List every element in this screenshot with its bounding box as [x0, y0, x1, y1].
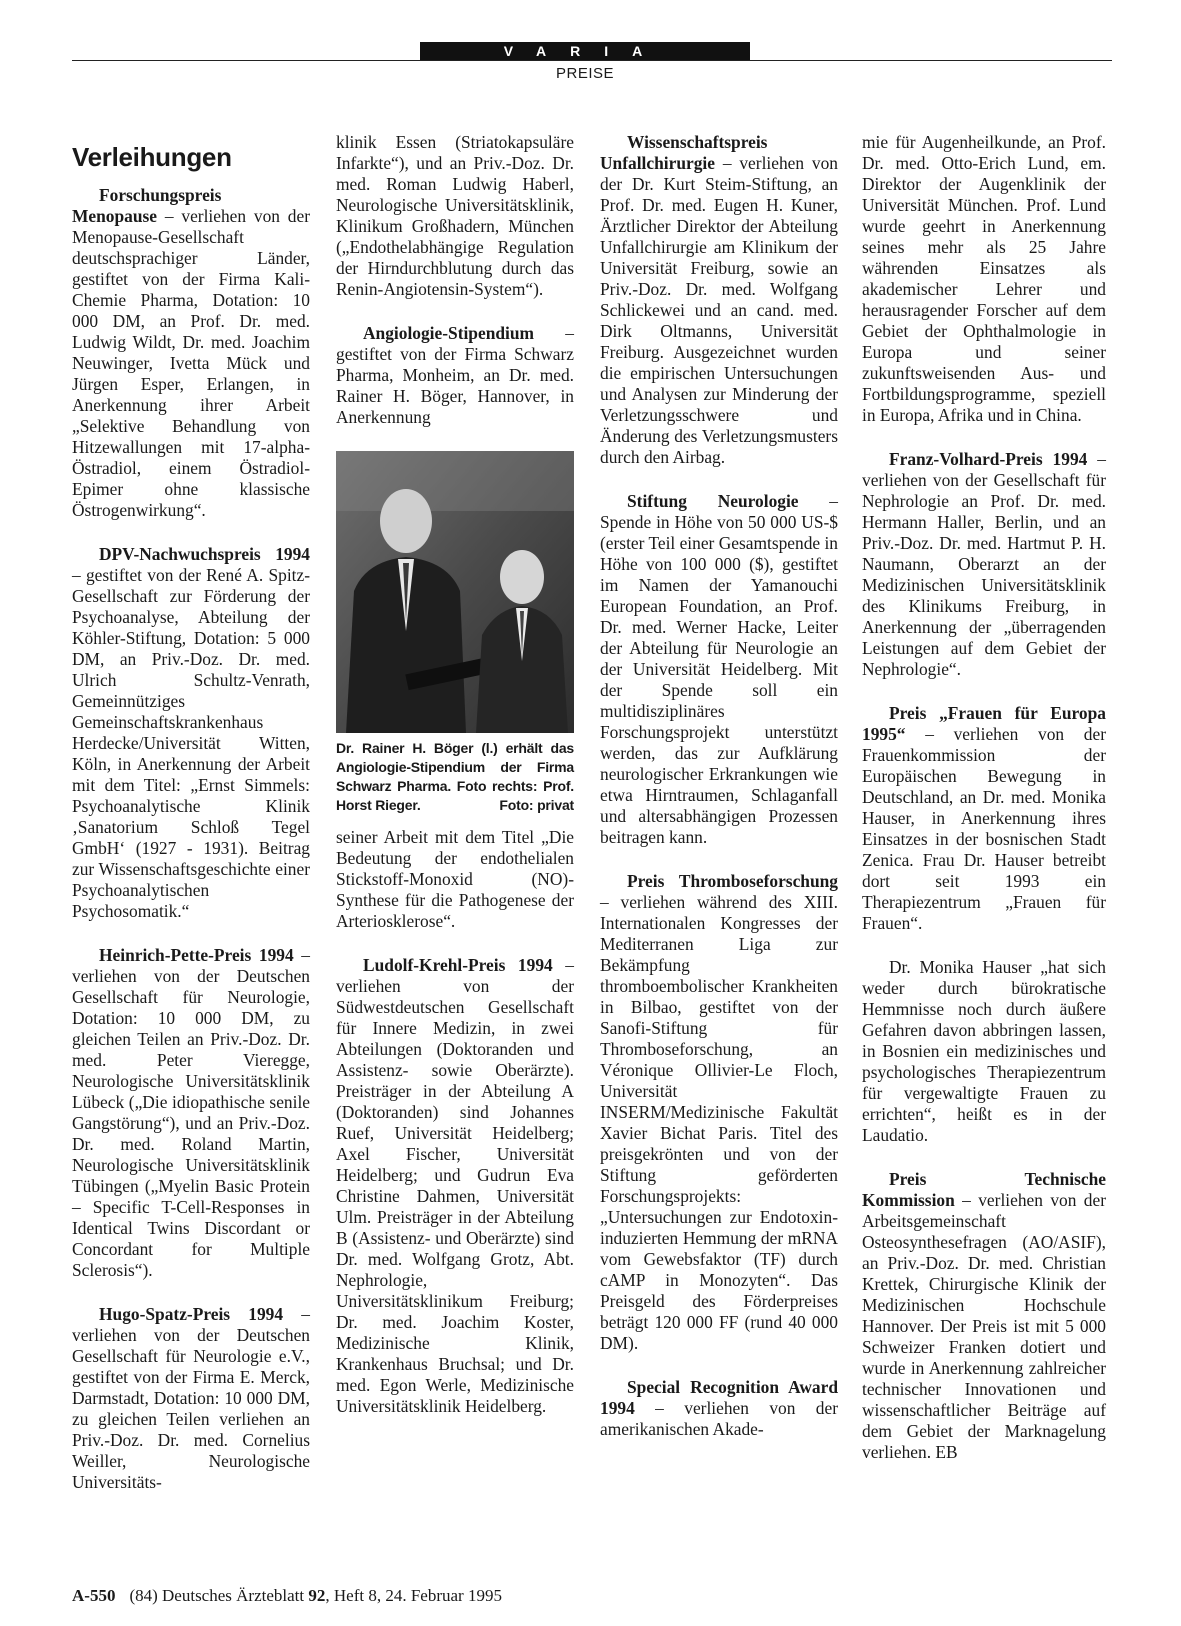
- award-entry: [862, 703, 1106, 934]
- award-description: – verliehen von der Frauenkommission der Europäischen Bewegung in Deutschland, an Dr. med. Monika Hauser, in Anerkennung ihres Einsatzes in der bosnischen Stadt Zenica. Frau Dr. Hauser betreibt dort seit 1993 ein Therapiezentrum „Frauen für Frauen“.: [862, 724, 1106, 933]
- section-subtitle: PREISE: [555, 65, 615, 82]
- column-4-entries: [862, 132, 1106, 1463]
- award-entry: [600, 1377, 838, 1440]
- award-entry: [72, 1304, 310, 1493]
- column-2-entries-bottom: [336, 827, 574, 1417]
- award-title: Preis „Frauen für Europa 1995“: [862, 703, 1106, 744]
- award-entry: [862, 132, 1106, 426]
- award-description: Dr. Monika Hauser „hat sich weder durch bürokratische Hemmnisse noch durch äußere Gefahren davon abbringen lassen, in Bosnien ein medizinisches und psychologisches Therapiezentrum für vergewaltigte Frauen zu errichten“, heißt es in der Laudatio.: [862, 957, 1106, 1145]
- column-1-entries: [72, 185, 310, 1493]
- award-description: – verliehen von der Deutschen Gesellschaft für Neurologie e.V., gestiftet von der Firma E. Merck, Darmstadt, Dotation: 10 000 DM, zu gleichen Teilen verliehen an Priv.-Doz. Dr. med. Cornelius Weiller, Neurologische Universitäts-: [72, 1304, 310, 1492]
- award-title: Special Recognition Award 1994: [600, 1377, 838, 1418]
- award-entry: [600, 491, 838, 848]
- award-title: Stiftung Neurologie: [627, 491, 799, 511]
- award-entry: [336, 827, 574, 932]
- award-description: – verliehen von der Südwestdeutschen Gesellschaft für Innere Medizin, in zwei Abteilungen (Doktoranden und Assistenz- sowie Oberärzte). Preisträger in der Abteilung A (Doktoranden) sind Johannes Ruef, Universität Heidelberg; Axel Fischer, Universität Heidelberg; und Gudrun Eva Christine Dahmen, Universität Ulm. Preisträger in der Abteilung B (Assistenz- und Oberärzte) sind Dr. med. Wolfgang Grotz, Abt. Nephrologie, Universitätsklinikum Freiburg; Dr. med. Joachim Koster, Medizinische Klinik, Krankenhaus Bruchsal; und Dr. med. Egon Werle, Medizinische Universitätsklinik Heidelberg.: [336, 955, 574, 1416]
- award-description: – verliehen von der Gesellschaft für Nephrologie an Prof. Dr. med. Hermann Haller, Berlin, und an Priv.-Doz. Dr. med. Hartmut P. H. Naumann, Oberarzt an der Medizinischen Universitätsklinik des Klinikums Freiburg, in Anerkennung der „überragenden Leistungen auf dem Gebiet der Nephrologie“.: [862, 449, 1106, 679]
- award-title: Ludolf-Krehl-Preis 1994: [363, 955, 553, 975]
- award-entry: [336, 132, 574, 300]
- award-title: Franz-Volhard-Preis 1994: [889, 449, 1088, 469]
- award-description: – verliehen von der Menopause-Gesellschaft deutschsprachiger Länder, gestiftet von der Firma Kali-Chemie Pharma, Dotation: 10 000 DM, an Prof. Dr. med. Ludwig Wildt, Dr. med. Joachim Neuwinger, Ivetta Mück und Jürgen Esper, Erlangen, in Anerkennung ihrer Arbeit „Selektive Behandlung von Hitzewallungen mit 17-alpha-Östradiol, einem Östradiol-Epimer ohne klassische Östrogenwirkung“.: [72, 206, 310, 520]
- award-entry: [336, 323, 574, 428]
- photo-credit: Foto: privat: [499, 797, 574, 813]
- award-description: mie für Augenheilkunde, an Prof. Dr. med. Otto-Erich Lund, em. Direktor der Augenklinik der Universität München. Prof. Lund wurde geehrt in Anerkennung seines mehr als 25 Jahre währenden Einsatzes als akademischer Lehrer und herausragender Forscher auf dem Gebiet der Ophthalmologie in Europa und seiner zukunftsweisenden Aus- und Fortbildungsprogramme, speziell in Europa, Afrika und in China.: [862, 132, 1106, 425]
- award-photo: [336, 451, 574, 733]
- award-title: Preis Technische Kommission: [862, 1169, 1106, 1210]
- award-title: Preis Thromboseforschung: [627, 871, 838, 891]
- page-number: A-550: [72, 1586, 116, 1605]
- award-title: Hugo-Spatz-Preis 1994: [99, 1304, 284, 1324]
- column-4: [862, 132, 1106, 1486]
- photo-caption: [336, 739, 574, 815]
- column-2: [336, 132, 574, 1440]
- volume-number: 92: [308, 1586, 326, 1605]
- award-entry: [600, 871, 838, 1354]
- award-entry: [600, 132, 838, 468]
- award-description: – gestiftet von der René A. Spitz-Gesellschaft zur Förderung der Psychoanalyse, Abteilung der Köhler-Stiftung, Dotation: 5 000 DM, an Priv.-Doz. Dr. med. Ulrich Schultz-Venrath, Gemeinnütziges Gemeinschaftskrankenhaus Herdecke/Universität Witten, Köln, in Anerkennung der Arbeit mit dem Titel: „Ernst Simmels: Psychoanalytische Klinik ‚Sanatorium Schloß Tegel GmbH‘ (1927 - 1931). Beitrag zur Wissenschaftsgeschichte einer Psychoanalytischen Psychosomatik.“: [72, 565, 310, 921]
- award-entry: [862, 449, 1106, 680]
- award-description: – verliehen von der Dr. Kurt Steim-Stiftung, an Prof. Dr. med. Eugen H. Kuner, Ärztlicher Direktor der Abteilung Unfallchirurgie am Klinikum der Universität Freiburg, sowie an Priv.-Doz. Dr. med. Wolfgang Schlickewei und an cand. med. Dirk Oltmanns, Universität Freiburg. Ausgezeichnet wurden die empirischen Untersuchungen und Analysen zur Minderung der Verletzungsschwere und Änderung des Verletzungsmusters durch den Airbag.: [600, 153, 838, 467]
- award-title: DPV-Nachwuchspreis 1994: [99, 544, 310, 564]
- photo-illustration: [336, 451, 574, 733]
- column-3: [600, 132, 838, 1463]
- award-description: – Spende in Höhe von 50 000 US-$ (erster Teil einer Gesamtspende in Höhe von 100 000 ($), gestiftet im Namen der Yamanouchi European Foundation, an Prof. Dr. med. Werner Hacke, Leiter der Abteilung für Neurologie an der Universität Heidelberg. Mit der Spende soll ein multidisziplinäres Forschungsprojekt unterstützt werden, das zur Aufklärung neurologischer Erkrankungen wie etwa Hirntraumen, Schlaganfall und altersabhängigen Prozessen beitragen kann.: [600, 491, 839, 847]
- award-title: Forschungspreis Menopause: [72, 185, 222, 226]
- issue-post: , Heft 8, 24. Februar 1995: [325, 1586, 502, 1605]
- section-banner: VARIA: [420, 42, 750, 61]
- award-entry: [72, 185, 310, 521]
- award-title: Wissenschaftspreis Unfallchirurgie: [600, 132, 768, 173]
- award-title: Heinrich-Pette-Preis 1994: [99, 945, 294, 965]
- award-description: – verliehen von der Deutschen Gesellschaft für Neurologie, Dotation: 10 000 DM, zu gleichen Teilen an Priv.-Doz. Dr. med. Peter Vieregge, Neurologische Universitätsklinik Lübeck („Die idiopathische senile Gangstörung“), und an Priv.-Doz. Dr. med. Roland Martin, Neurologische Universitätsklinik Tübingen („Myelin Basic Protein – Specific T-Cell-Responses in Identical Twins Discordant or Concordant for Multiple Sclerosis“).: [72, 945, 310, 1280]
- award-entry: [72, 945, 310, 1281]
- award-description: – verliehen von der amerikanischen Akade-: [600, 1398, 838, 1439]
- article-headline: Verleihungen: [72, 142, 232, 172]
- photo-caption-text: Dr. Rainer H. Böger (l.) erhält das Angiologie-Stipendium der Firma Schwarz Pharma. Foto rechts: Prof. Horst Rieger.: [336, 740, 574, 813]
- award-entry: [72, 544, 310, 922]
- header-rule: [72, 60, 1112, 61]
- award-entry: [862, 957, 1106, 1146]
- column-3-entries: [600, 132, 838, 1440]
- award-description: – verliehen während des XIII. Internationalen Kongresses der Mediterranen Liga zur Bekämpfung thromboembolischer Krankheiten in Bilbao, gestiftet von der Sanofi-Stiftung für Thromboseforschung, an Véronique Ollivier-Le Floch, Universität INSERM/Medizinische Fakultät Xavier Bichat Paris. Titel des preisgekrönten und von der Stiftung geförderten Forschungsprojekts: „Untersuchungen zur Endotoxin-induzierten Hemmung der mRNA vom Gewebsfaktor (TF) durch cAMP in Monozyten“. Das Preisgeld des Förderpreises beträgt 120 000 FF (rund 40 000 DM).: [600, 892, 838, 1353]
- award-description: seiner Arbeit mit dem Titel „Die Bedeutung der endothelialen Stickstoff-Monoxid (NO)-Synthese für die Pathogenese der Arteriosklerose“.: [336, 827, 574, 931]
- award-description: – verliehen von der Arbeitsgemeinschaft Osteosynthesefragen (AO/ASIF), an Priv.-Doz. Dr. med. Christian Krettek, Chirurgische Klinik der Medizinischen Hochschule Hannover. Der Preis ist mit 5 000 Schweizer Franken dotiert und wurde in Anerkennung zahlreicher technischer Innovationen und wissenschaftlicher Beiträge auf dem Gebiet der Marknagelung verliehen. EB: [862, 1190, 1106, 1462]
- issue-pre: (84) Deutsches Ärzteblatt: [129, 1586, 309, 1605]
- award-description: – gestiftet von der Firma Schwarz Pharma, Monheim, an Dr. med. Rainer H. Böger, Hannover, in Anerkennung: [336, 323, 574, 427]
- column-2-entries-top: [336, 132, 574, 428]
- page-footer: [72, 1586, 502, 1606]
- column-1: [72, 132, 310, 1516]
- award-entry: [336, 955, 574, 1417]
- award-description: klinik Essen (Striatokapsuläre Infarkte“), und an Priv.-Doz. Dr. med. Roman Ludwig Haberl, Neurologische Universitätsklinik, Klinikum Großhadern, München („Endothelabhängige Regulation der Hirndurchblutung durch das Renin-Angiotensin-System“).: [336, 132, 574, 299]
- award-title: Angiologie-Stipendium: [363, 323, 535, 343]
- award-entry: [862, 1169, 1106, 1463]
